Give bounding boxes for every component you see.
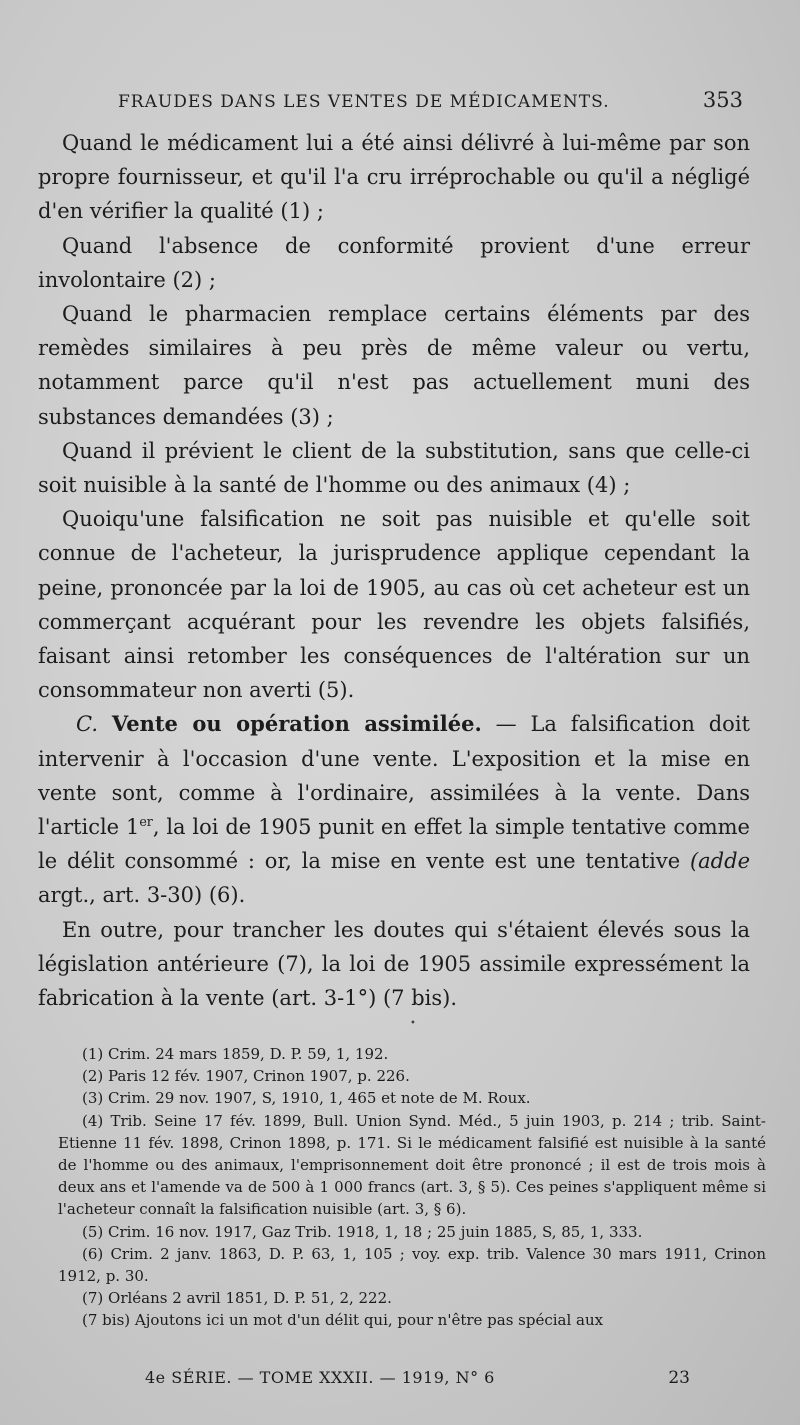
section-c-paragraph [38,707,750,912]
footnote: (7) Orléans 2 avril 1851, D. P. 51, 2, 222. [82,1289,392,1308]
footnote: (3) Crim. 29 nov. 1907, S, 1910, 1, 465 et note de M. Roux. [82,1089,531,1108]
superscript: er [139,814,153,830]
paragraph: Quand il prévient le client de la substitution, sans que celle-ci soit nuisible à la santé de l'homme ou des animaux (4) ; [38,438,750,498]
body-text [38,126,750,1015]
section-letter: C. [76,712,98,737]
footnote: (1) Crim. 24 mars 1859, D. P. 59, 1, 192. [82,1045,389,1063]
paragraph: Quand le médicament lui a été ainsi délivré à lui-même par son propre fournisseur, et qu'il l'a cru irréprochable ou qu'il a négligé d'en vérifier la qualité (1) ; [38,131,750,224]
paragraph: Quand l'absence de conformité provient d'une erreur involontaire (2) ; [38,233,750,292]
signature-mark: 23 [668,1368,690,1388]
section-text: , la loi de 1905 punit en effet la simple tentative comme le délit consommé : or, la mise en vente est une tentative [38,815,750,874]
running-title: FRAUDES DANS LES VENTES DE MÉDICAMENTS. [118,92,610,112]
footnote: (7 bis) Ajoutons ici un mot d'un délit qui, pour n'être pas spécial aux [82,1311,604,1330]
section-text: — La falsification doit intervenir à l'occasion d'une vente. L'exposition et la mise en vente sont, comme à l'ordinaire, assimilées à la vente. Dans l'article 1 [38,712,750,840]
running-head [118,88,743,112]
footnote: (5) Crim. 16 nov. 1917, Gaz Trib. 1918, 1, 18 ; 25 juin 1885, S, 85, 1, 333. [82,1222,643,1241]
paragraph: Quoiqu'une falsification ne soit pas nuisible et qu'elle soit connue de l'acheteur, la jurisprudence applique cependant la peine, prononcée par la loi de 1905, au cas où cet acheteur est un commerçant acquérant pour les revendre les objets falsifiés, faisant ainsi retomber les conséquences de l'altération sur un consommateur non averti (5). [38,507,750,703]
ornament: • [410,1018,416,1029]
paragraph: En outre, pour trancher les doutes qui s'étaient élevés sous la législation antérieure (7), la loi de 1905 assimile expressément la fabrication à la vente (art. 3-1°) (7 bis). [38,917,750,1011]
series-line: 4e SÉRIE. — TOME XXXII. — 1919, N° 6 [145,1368,495,1387]
footnotes [58,1043,766,1332]
footer [145,1368,690,1388]
paragraph: Quand le pharmacien remplace certains éléments par des remèdes similaires à peu près de même valeur ou vertu, notamment parce qu'il n'est pas actuellement muni des substances demandées (3) ; [38,302,750,429]
adde-italic: (adde [689,849,750,874]
footnote: (6) Crim. 2 janv. 1863, D. P. 63, 1, 105 ; voy. exp. trib. Valence 30 mars 1911, Crinon 1912, p. 30. [58,1244,766,1286]
footnote: (2) Paris 12 fév. 1907, Crinon 1907, p. 226. [82,1067,410,1086]
page-number: 353 [702,88,743,112]
section-text: argt., art. 3-30) (6). [38,883,246,908]
footnote: (4) Trib. Seine 17 fév. 1899, Bull. Union Synd. Méd., 5 juin 1903, p. 214 ; trib. Saint-Etienne 11 fév. 1898, Crinon 1898, p. 171. Si le médicament falsifié est nuisible à la santé de l'homme ou des animaux, l'emprisonnement doit être prononcé ; il est de trois mois à deux ans et l'amende va de 500 à 1 000 francs (art. 3, § 5). Ces peines s'appliquent même si l'acheteur connaît la falsification nuisible (art. 3, § 6). [58,1111,766,1219]
section-title: Vente ou opération assimilée. [111,711,482,737]
